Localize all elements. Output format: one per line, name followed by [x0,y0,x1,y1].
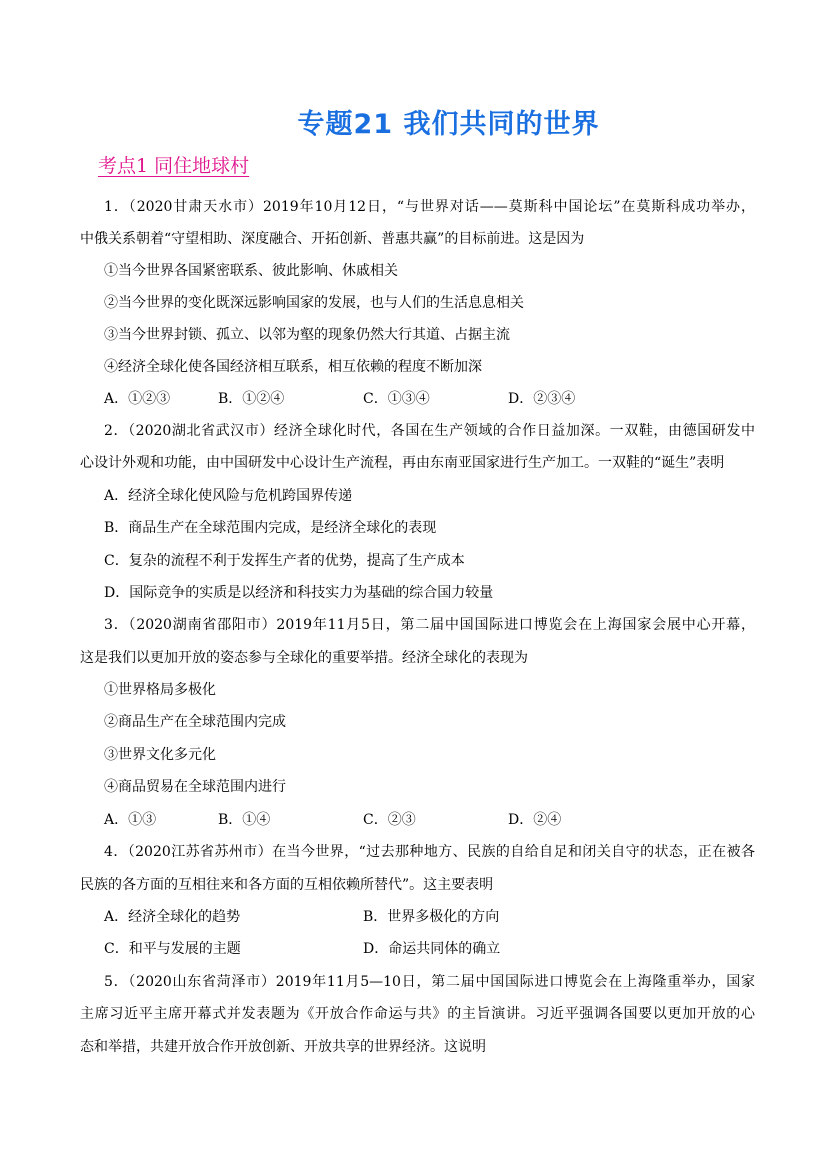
q1-statement-1: ①当今世界各国紧密联系、彼此影响、休戚相关 [104,263,398,279]
q3-option-b: B．①④ [218,812,271,828]
q1-line-2: 中俄关系朝着“守望相助、深度融合、开拓创新、普惠共赢”的目标前进。这是因为 [80,231,585,247]
q4-line-1: 4．（2020江苏省苏州市）在当今世界，“过去那种地方、民族的自给自足和闭关自守的状态，正在被各 [104,844,755,860]
q1-statement-4: ④经济全球化使各国经济相互联系，相互依赖的程度不断加深 [104,359,482,375]
q1-option-a: A．①②③ [104,391,171,407]
q2-option-c: C．复杂的流程不利于发挥生产者的优势，提高了生产成本 [104,553,465,569]
q3-statement-1: ①世界格局多极化 [104,682,216,698]
q3-line-1: 3．（2020湖南省邵阳市）2019年11月5日，第二届中国国际进口博览会在上海国家会展中心开幕， [104,617,755,633]
q3-line-2: 这是我们以更加开放的姿态参与全球化的重要举措。经济全球化的表现为 [80,650,528,666]
q1-option-b: B．①②④ [218,391,285,407]
q1-option-d: D．②③④ [508,391,576,407]
q3-statement-3: ③世界文化多元化 [104,747,216,763]
q3-statement-2: ②商品生产在全球范围内完成 [104,714,286,730]
q2-option-d: D．国际竞争的实质是以经济和科技实力为基础的综合国力较量 [104,585,494,601]
page-title: 专题21 我们共同的世界 [297,109,600,140]
q1-statement-2: ②当今世界的变化既深远影响国家的发展，也与人们的生活息息相关 [104,295,524,311]
q5-line-2: 主席习近平主席开幕式并发表题为《开放合作命运与共》的主旨演讲。习近平强调各国要以更加开放的心 [80,1006,755,1022]
q3-option-c: C．②③ [363,812,416,828]
q4-option-a: A．经济全球化的趋势 [104,909,241,925]
q3-option-d: D．②④ [508,812,562,828]
q2-line-1: 2．（2020湖北省武汉市）经济全球化时代，各国在生产领域的合作日益加深。一双鞋，由德国研发中 [104,423,755,439]
q3-statement-4: ④商品贸易在全球范围内进行 [104,779,286,795]
q4-option-d: D．命运共同体的确立 [363,941,501,957]
q1-statement-3: ③当今世界封锁、孤立、以邻为壑的现象仍然大行其道、占据主流 [104,327,510,343]
section-heading: 考点1 同住地球村 [98,155,250,177]
q5-line-1: 5．（2020山东省菏泽市）2019年11月5—10日，第二届中国国际进口博览会在上海隆重举办，国家 [104,974,755,990]
q2-option-b: B．商品生产在全球范围内完成，是经济全球化的表现 [104,520,437,536]
q5-line-3: 态和举措，共建开放合作开放创新、开放共享的世界经济。这说明 [80,1039,486,1055]
q1-option-c: C．①③④ [363,391,430,407]
q4-option-b: B．世界多极化的方向 [363,909,500,925]
q1-line-1: 1．（2020甘肃天水市）2019年10月12日，“与世界对话——莫斯科中国论坛”在莫斯科成功举办， [104,199,755,215]
q3-option-a: A．①③ [104,812,157,828]
q2-line-2: 心设计外观和功能，由中国研发中心设计生产流程，再由东南亚国家进行生产加工。一双鞋的“诞生”表明 [80,455,725,471]
q4-option-c: C．和平与发展的主题 [104,941,241,957]
q4-line-2: 民族的各方面的互相往来和各方面的互相依赖所替代”。这主要表明 [80,877,494,893]
q2-option-a: A．经济全球化使风险与危机跨国界传递 [104,488,353,504]
